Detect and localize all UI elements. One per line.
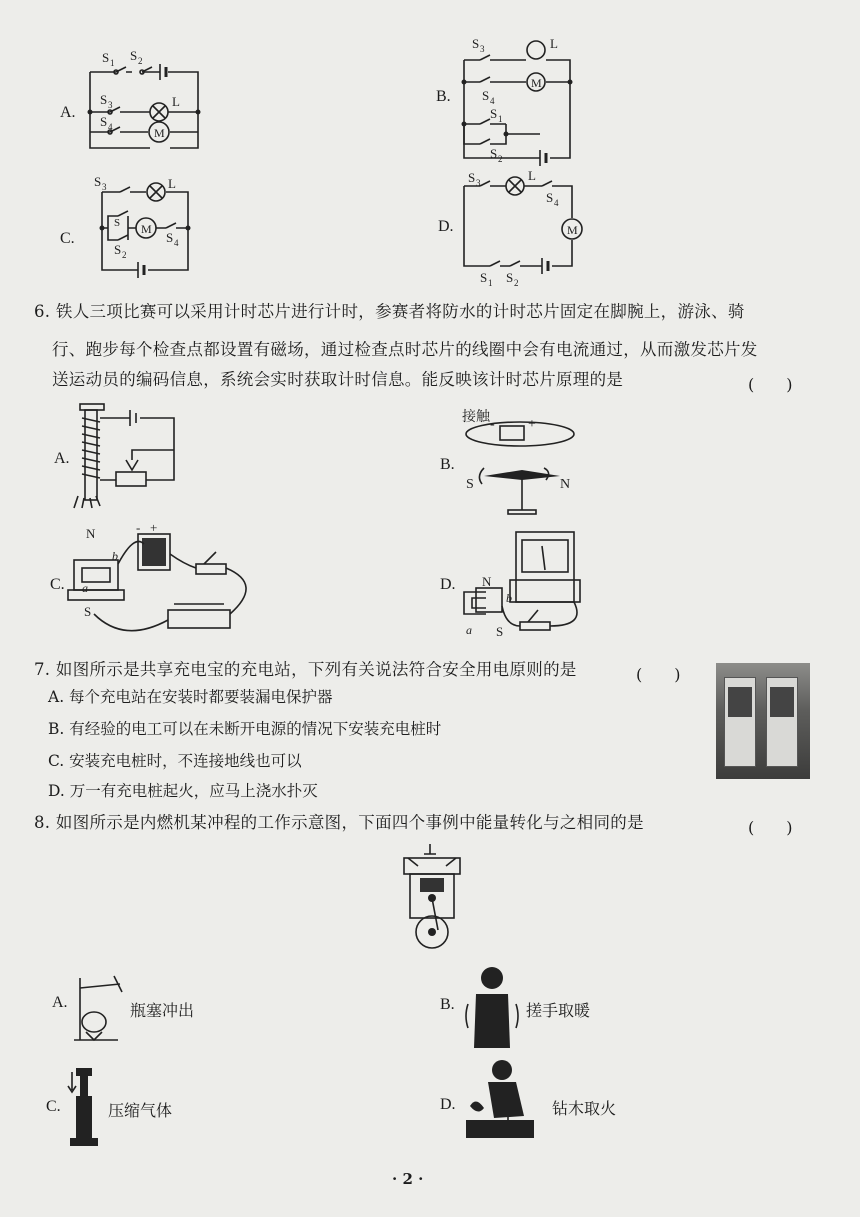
svg-text:M: M xyxy=(567,223,578,237)
svg-text:L: L xyxy=(528,168,536,183)
q6-figure-a-electromagnet xyxy=(70,400,190,510)
svg-text:4: 4 xyxy=(490,96,495,106)
svg-text:3: 3 xyxy=(108,100,113,110)
q6-option-d-label[interactable]: D. xyxy=(440,576,456,593)
q8-option-c-caption: 压缩气体 xyxy=(108,1101,173,1120)
q5-circuit-a xyxy=(80,50,210,160)
svg-text:M: M xyxy=(154,126,165,140)
q5-circuit-b xyxy=(460,34,590,164)
svg-text:2: 2 xyxy=(138,56,143,66)
svg-text:a: a xyxy=(466,623,472,637)
q8-option-d-caption: 钻木取火 xyxy=(552,1099,617,1118)
svg-text:L: L xyxy=(550,36,558,51)
q8-figure-a-bottle-stopper xyxy=(70,974,130,1044)
q6-answer-paren[interactable]: ( ) xyxy=(748,375,793,394)
q6-option-b-label[interactable]: B. xyxy=(440,456,455,473)
q7-stem: 7. 如图所示是共享充电宝的充电站，下列有关说法符合安全用电原则的是 xyxy=(34,660,577,679)
svg-text:3: 3 xyxy=(102,182,107,192)
svg-text:L: L xyxy=(172,94,180,109)
svg-text:S: S xyxy=(100,92,108,107)
svg-text:S: S xyxy=(114,242,122,257)
svg-text:S: S xyxy=(482,88,490,103)
svg-text:+: + xyxy=(150,520,158,535)
q5-option-b-label[interactable]: B. xyxy=(436,88,451,105)
q6-stem-line2: 行、跑步每个检查点都设置有磁场，通过检查点时芯片的线圈中会有电流通过，从而激发芯片发 xyxy=(52,340,758,359)
q5-circuit-c xyxy=(86,176,216,286)
svg-text:N: N xyxy=(482,574,492,589)
svg-text:2: 2 xyxy=(122,250,127,260)
q7-answer-paren[interactable]: ( ) xyxy=(636,665,681,684)
svg-text:S: S xyxy=(466,477,474,492)
svg-text:S: S xyxy=(480,270,488,285)
q8-option-a-letter[interactable]: A. xyxy=(52,994,68,1011)
q8-option-b-letter[interactable]: B. xyxy=(440,996,455,1013)
q6-option-c-label[interactable]: C. xyxy=(50,576,65,593)
q5-option-c-label[interactable]: C. xyxy=(60,230,75,247)
svg-text:+: + xyxy=(528,417,536,432)
svg-text:S: S xyxy=(84,604,92,619)
q8-figure-b-rubbing-hands xyxy=(462,964,522,1050)
svg-text:M: M xyxy=(531,76,542,90)
q8-option-d-letter[interactable]: D. xyxy=(440,1096,456,1113)
q6-figure-d-galvanometer xyxy=(456,526,606,646)
q7-option-c[interactable]: C. 安装充电桩时，不连接地线也可以 xyxy=(48,752,302,770)
q5-option-d-label[interactable]: D. xyxy=(438,218,454,235)
svg-text:S: S xyxy=(472,36,480,51)
svg-text:4: 4 xyxy=(174,238,179,248)
q6-figure-b-compass xyxy=(460,414,600,524)
page-number: · 2 · xyxy=(392,1170,424,1188)
svg-text:N: N xyxy=(560,477,571,492)
svg-text:1: 1 xyxy=(498,114,503,124)
svg-text:S: S xyxy=(100,114,108,129)
svg-text:N: N xyxy=(86,526,96,541)
q6-option-a-label[interactable]: A. xyxy=(54,450,70,467)
svg-text:-: - xyxy=(490,417,495,432)
charging-station-photo xyxy=(716,663,810,779)
svg-text:S: S xyxy=(506,270,514,285)
q8-figure-c-compress-gas xyxy=(66,1064,106,1150)
svg-text:b: b xyxy=(506,591,512,605)
svg-text:S: S xyxy=(94,174,102,189)
svg-text:S: S xyxy=(166,230,174,245)
svg-text:b: b xyxy=(112,549,118,563)
q8-figure-d-drilling-wood xyxy=(458,1056,538,1140)
q6-figure-c-magnet-circuit xyxy=(64,520,294,644)
q7-option-b[interactable]: B. 有经验的电工可以在未断开电源的情况下安装充电桩时 xyxy=(48,720,442,738)
q8-stem: 8. 如图所示是内燃机某冲程的工作示意图，下面四个事例中能量转化与之相同的是 xyxy=(34,813,644,832)
q6-contact-label: 接触 xyxy=(462,409,490,425)
svg-text:S: S xyxy=(490,106,498,121)
q5-option-a-label[interactable]: A. xyxy=(60,104,76,121)
svg-text:S: S xyxy=(102,50,110,65)
svg-text:1: 1 xyxy=(110,58,115,68)
engine-stroke-diagram xyxy=(398,840,468,950)
svg-text:S: S xyxy=(114,217,121,229)
svg-text:a: a xyxy=(82,581,88,595)
svg-text:S: S xyxy=(490,146,498,161)
q5-circuit-d xyxy=(460,168,590,288)
svg-text:M: M xyxy=(141,222,152,236)
q6-stem-line1: 6. 铁人三项比赛可以采用计时芯片进行计时，参赛者将防水的计时芯片固定在脚腕上，游泳、骑 xyxy=(34,302,745,321)
q7-option-a[interactable]: A. 每个充电站在安装时都要装漏电保护器 xyxy=(48,688,333,706)
svg-text:2: 2 xyxy=(498,154,503,164)
svg-text:2: 2 xyxy=(514,278,519,288)
q8-option-b-caption: 搓手取暖 xyxy=(526,1001,591,1020)
svg-text:4: 4 xyxy=(108,122,113,132)
svg-text:S: S xyxy=(496,624,504,639)
svg-text:3: 3 xyxy=(476,178,481,188)
svg-text:S: S xyxy=(468,170,476,185)
q6-stem-line3: 送运动员的编码信息，系统会实时获取计时信息。能反映该计时芯片原理的是 xyxy=(52,370,624,389)
svg-text:3: 3 xyxy=(480,44,485,54)
svg-text:S: S xyxy=(546,190,554,205)
svg-text:L: L xyxy=(168,176,176,191)
q7-option-d[interactable]: D. 万一有充电桩起火，应马上浇水扑灭 xyxy=(48,782,318,800)
q8-option-c-letter[interactable]: C. xyxy=(46,1098,61,1115)
svg-text:4: 4 xyxy=(554,198,559,208)
svg-text:S: S xyxy=(130,48,138,63)
q8-answer-paren[interactable]: ( ) xyxy=(748,818,793,837)
q8-option-a-caption: 瓶塞冲出 xyxy=(130,1001,195,1020)
svg-text:-: - xyxy=(136,520,141,535)
svg-text:1: 1 xyxy=(488,278,493,288)
